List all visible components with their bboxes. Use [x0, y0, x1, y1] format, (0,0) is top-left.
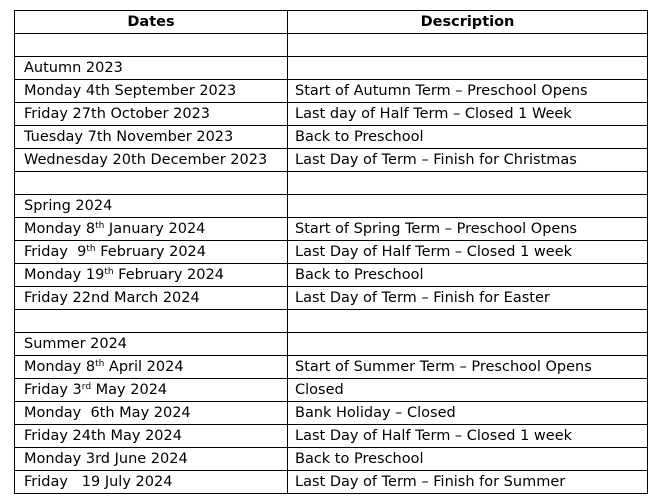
table-row — [15, 126, 648, 149]
date-cell — [15, 310, 288, 333]
date-cell — [15, 448, 288, 471]
season-label — [15, 333, 288, 356]
blank-row — [15, 310, 648, 333]
table-row — [15, 448, 648, 471]
description-cell: Back to Preschool — [288, 264, 648, 287]
description-cell: Last Day of Term – Finish for Christmas — [288, 149, 648, 172]
table-row — [15, 402, 648, 425]
table-row — [15, 80, 648, 103]
date-text: Friday 24th May 2024 — [24, 428, 182, 444]
dates-column-header: Dates — [15, 11, 288, 34]
date-text: Friday 9 — [24, 244, 87, 260]
date-ordinal-suffix: th — [86, 244, 96, 254]
date-ordinal-suffix: th — [95, 359, 105, 369]
table-row — [15, 356, 648, 379]
date-cell — [15, 80, 288, 103]
table-row — [15, 218, 648, 241]
description-cell — [288, 195, 648, 218]
date-text: Monday 19 — [24, 267, 105, 283]
date-text: Friday 19 July 2024 — [24, 474, 173, 490]
description-cell: Back to Preschool — [288, 126, 648, 149]
description-cell: Last Day of Term – Finish for Easter — [288, 287, 648, 310]
season-row — [15, 333, 648, 356]
description-cell — [288, 57, 648, 80]
date-cell — [15, 402, 288, 425]
table-row — [15, 103, 648, 126]
date-cell — [15, 471, 288, 494]
table-row — [15, 425, 648, 448]
description-cell: Last Day of Term – Finish for Summer — [288, 471, 648, 494]
date-text: January 2024 — [104, 221, 206, 237]
date-text: Summer 2024 — [24, 336, 128, 352]
table-row — [15, 264, 648, 287]
table-row — [15, 287, 648, 310]
date-text: February 2024 — [95, 244, 206, 260]
date-text: Friday 22nd March 2024 — [24, 290, 200, 306]
season-row — [15, 195, 648, 218]
date-cell — [15, 379, 288, 402]
date-cell — [15, 218, 288, 241]
table-row — [15, 241, 648, 264]
date-cell — [15, 103, 288, 126]
date-cell — [15, 356, 288, 379]
description-cell: Last Day of Half Term – Closed 1 week — [288, 425, 648, 448]
date-ordinal-suffix: th — [95, 221, 105, 231]
date-cell — [15, 34, 288, 57]
season-label — [15, 57, 288, 80]
season-label — [15, 195, 288, 218]
description-cell: Start of Spring Term – Preschool Opens — [288, 218, 648, 241]
date-text: Monday 3rd June 2024 — [24, 451, 188, 467]
date-ordinal-suffix: rd — [81, 382, 92, 392]
description-cell: Last Day of Half Term – Closed 1 week — [288, 241, 648, 264]
date-text: February 2024 — [113, 267, 224, 283]
date-text: Spring 2024 — [24, 198, 113, 214]
date-text: Wednesday 20th December 2023 — [24, 152, 268, 168]
table-body — [15, 34, 648, 494]
description-cell: Bank Holiday – Closed — [288, 402, 648, 425]
description-cell: Closed — [288, 379, 648, 402]
description-column-header: Description — [288, 11, 648, 34]
season-row — [15, 57, 648, 80]
date-cell — [15, 172, 288, 195]
description-cell — [288, 310, 648, 333]
date-text: April 2024 — [104, 359, 184, 375]
date-text: Autumn 2023 — [24, 60, 123, 76]
date-text: Monday 8 — [24, 359, 96, 375]
table-row — [15, 471, 648, 494]
description-cell: Start of Summer Term – Preschool Opens — [288, 356, 648, 379]
date-text: Monday 8 — [24, 221, 96, 237]
date-text: Friday 3 — [24, 382, 82, 398]
date-cell — [15, 241, 288, 264]
date-cell — [15, 149, 288, 172]
description-cell: Start of Autumn Term – Preschool Opens — [288, 80, 648, 103]
description-cell — [288, 34, 648, 57]
date-cell — [15, 287, 288, 310]
date-cell — [15, 264, 288, 287]
date-text: Monday 6th May 2024 — [24, 405, 191, 421]
blank-row — [15, 172, 648, 195]
blank-row — [15, 34, 648, 57]
header-row — [15, 11, 648, 34]
table-row — [15, 379, 648, 402]
description-cell — [288, 172, 648, 195]
date-text: Friday 27th October 2023 — [24, 106, 211, 122]
description-cell: Back to Preschool — [288, 448, 648, 471]
date-text: Monday 4th September 2023 — [24, 83, 237, 99]
table-row — [15, 149, 648, 172]
date-cell — [15, 425, 288, 448]
date-ordinal-suffix: th — [104, 267, 114, 277]
description-cell: Last day of Half Term – Closed 1 Week — [288, 103, 648, 126]
date-cell — [15, 126, 288, 149]
date-text: Tuesday 7th November 2023 — [24, 129, 234, 145]
description-cell — [288, 333, 648, 356]
term-dates-table — [14, 10, 648, 494]
date-text: May 2024 — [91, 382, 168, 398]
